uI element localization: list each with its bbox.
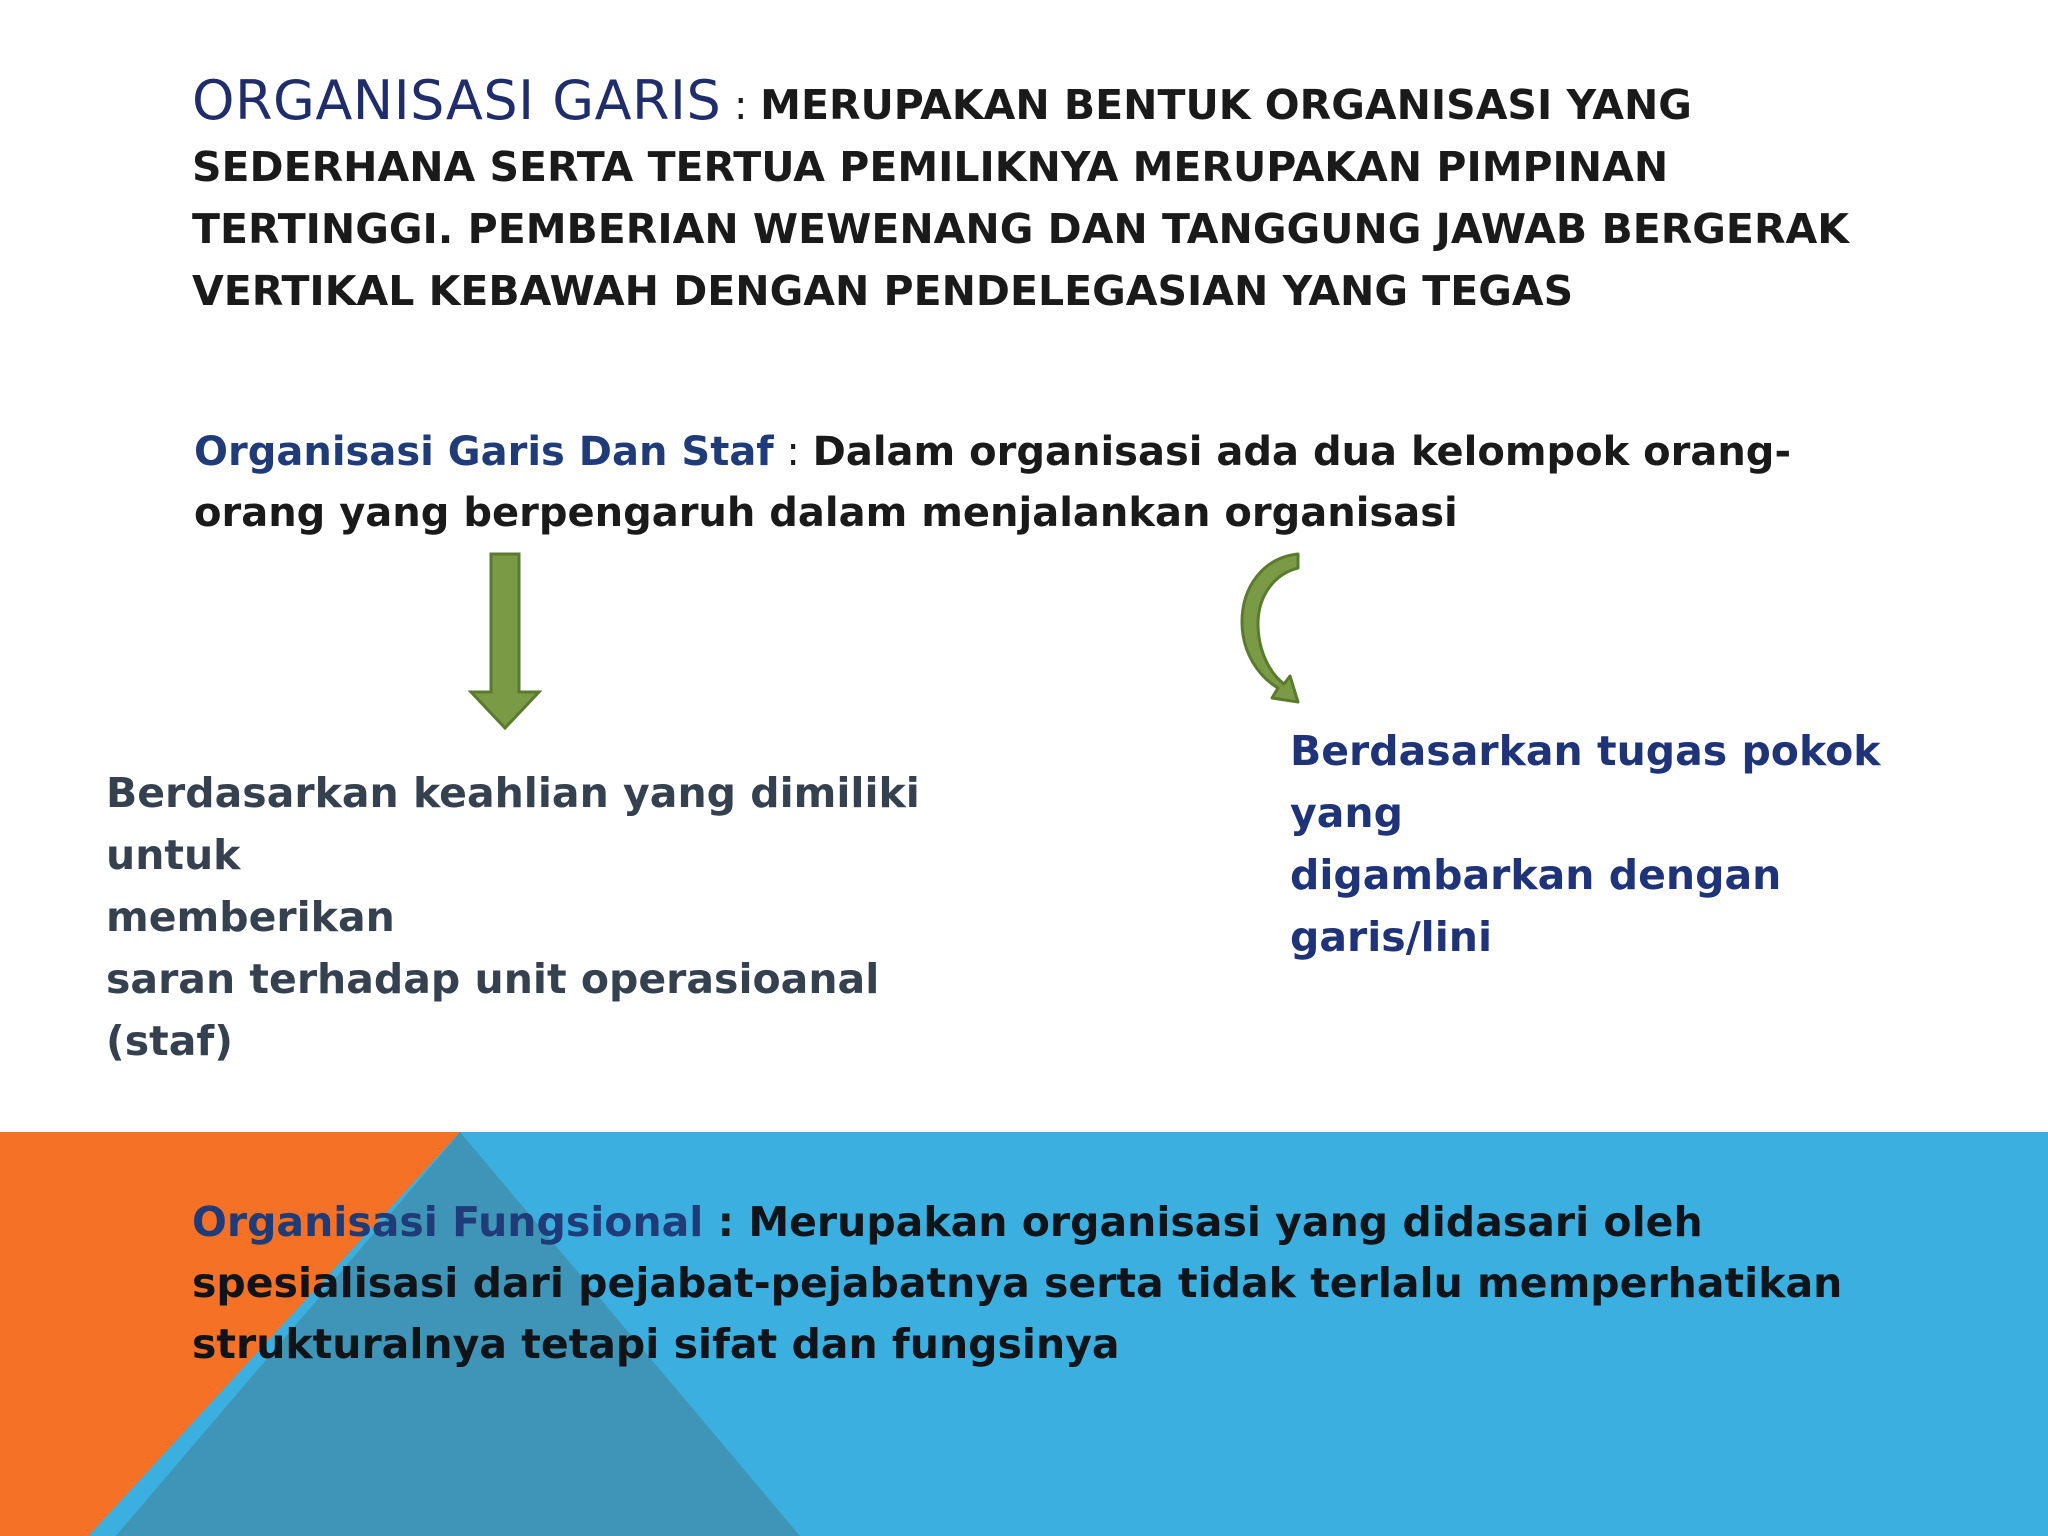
left-note-line-1: Berdasarkan keahlian yang dimiliki untuk	[106, 769, 920, 879]
title-body: MERUPAKAN BENTUK ORGANISASI YANG SEDERHANA SERTA TERTUA PEMILIKNYA MERUPAKAN PIMPINAN TERTINGGI. PEMBERIAN WEWENANG DAN TANGGUNG JAWAB BERGERAK VERTIKAL KEBAWAH DENGAN PENDELEGASIAN YANG TEGAS	[192, 81, 1850, 315]
title-block	[192, 70, 1912, 323]
garis-staf-separator: :	[773, 429, 813, 475]
garis-staf-heading: Organisasi Garis Dan Staf	[194, 429, 774, 475]
fungsional-block	[192, 1192, 1912, 1375]
title-separator: :	[721, 83, 761, 129]
title-heading: ORGANISASI GARIS	[192, 69, 722, 132]
fungsional-heading: Organisasi Fungsional	[192, 1198, 704, 1246]
right-note-line-2: digambarkan dengan garis/lini	[1290, 851, 1782, 961]
down-arrow-icon	[468, 552, 542, 730]
left-note	[106, 762, 1006, 1072]
curved-arrow-icon	[1232, 548, 1302, 714]
fungsional-body: Merupakan organisasi yang didasari oleh spesialisasi dari pejabat-pejabatnya serta tidak terlalu memperhatikan strukturalnya tetapi sifat dan fungsinya	[192, 1198, 1843, 1368]
left-note-line-2: memberikan	[106, 893, 395, 941]
right-note	[1290, 720, 1990, 968]
garis-staf-body: Dalam organisasi ada dua kelompok orang-orang yang berpengaruh dalam menjalankan organisasi	[194, 429, 1792, 536]
left-note-line-3: saran terhadap unit operasioanal (staf)	[106, 955, 880, 1065]
right-note-line-1: Berdasarkan tugas pokok yang	[1290, 727, 1881, 837]
fungsional-separator: :	[703, 1198, 749, 1246]
garis-staf-block	[194, 422, 1874, 544]
